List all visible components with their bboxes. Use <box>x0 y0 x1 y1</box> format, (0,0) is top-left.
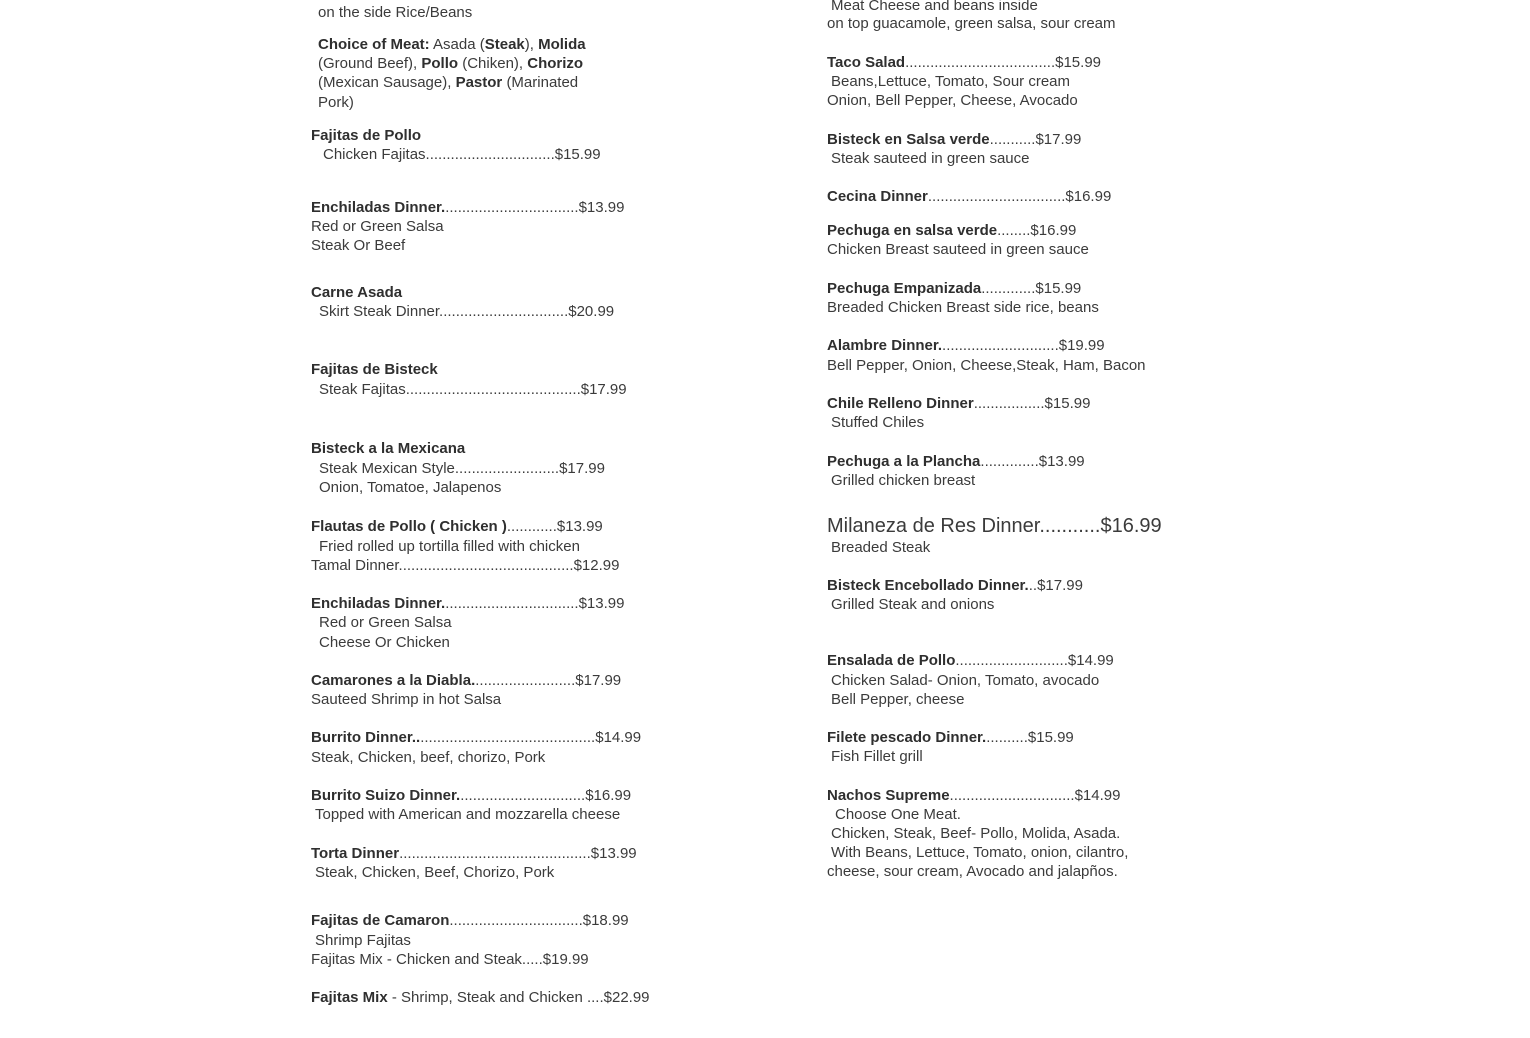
molida-text: Molida <box>538 36 586 53</box>
pechuga-empanizada-title: Pechuga Empanizada.............$15.99 <box>827 280 1082 297</box>
enchiladas-2-title: Enchiladas Dinner.................................$13.99 <box>311 595 625 612</box>
enchiladas-1-desc-1: Red or Green Salsa <box>311 218 444 235</box>
ensalada-pollo-desc-1: Chicken Salad- Onion, Tomato, avocado <box>831 672 1100 689</box>
flautas-desc: Fried rolled up tortilla filled with chicken <box>319 538 580 555</box>
pollo-desc: (Chiken), <box>462 55 524 72</box>
fajitas-pollo-line: Chicken Fajitas...............................$15.99 <box>323 146 601 163</box>
cecina-title: Cecina Dinner.................................$16.99 <box>827 188 1112 205</box>
pastor-text: Pastor <box>455 74 503 91</box>
top-desc-2: on top guacamole, green salsa, sour cream <box>827 15 1116 32</box>
torta-desc: Steak, Chicken, Beef, Chorizo, Pork <box>315 864 555 881</box>
milaneza-desc: Breaded Steak <box>831 539 931 556</box>
burrito-desc: Steak, Chicken, beef, chorizo, Pork <box>311 749 546 766</box>
meat-choice-line-2 <box>318 54 583 73</box>
fajitas-pollo-title: Fajitas de Pollo <box>311 127 422 144</box>
burrito-title: Burrito Dinner............................................$14.99 <box>311 729 642 746</box>
chile-relleno-desc: Stuffed Chiles <box>831 414 925 431</box>
meat-choice-line-1 <box>318 35 586 54</box>
bisteck-encebollado-desc: Grilled Steak and onions <box>831 596 995 613</box>
ensalada-pollo-desc-2: Bell Pepper, cheese <box>831 691 965 708</box>
chorizo-desc: (Mexican Sausage), <box>318 74 452 91</box>
milaneza-title: Milaneza de Res Dinner...........$16.99 <box>827 515 1162 537</box>
pechuga-plancha-desc: Grilled chicken breast <box>831 472 976 489</box>
enchiladas-2-desc-2: Cheese Or Chicken <box>319 634 450 651</box>
pechuga-plancha-title: Pechuga a la Plancha..............$13.99 <box>827 453 1085 470</box>
bisteck-encebollado-title: Bisteck Encebollado Dinner...$17.99 <box>827 577 1083 594</box>
asada-close: ), <box>524 36 534 53</box>
enchiladas-1-desc-2: Steak Or Beef <box>311 237 406 254</box>
nachos-desc-2: Chicken, Steak, Beef- Pollo, Molida, Asada. <box>831 825 1121 842</box>
alambre-title: Alambre Dinner.............................$19.99 <box>827 337 1105 354</box>
carne-asada-title: Carne Asada <box>311 284 403 301</box>
bisteck-mexicana-desc: Onion, Tomatoe, Jalapenos <box>319 479 502 496</box>
pollo-text: Pollo <box>421 55 459 72</box>
torta-title: Torta Dinner..............................................$13.99 <box>311 845 637 862</box>
pechuga-empanizada-desc: Breaded Chicken Breast side rice, beans <box>827 299 1099 316</box>
fajitas-camaron-desc: Shrimp Fajitas <box>315 932 411 949</box>
fajitas-bisteck-title: Fajitas de Bisteck <box>311 361 438 378</box>
enchiladas-2-desc-1: Red or Green Salsa <box>319 614 452 631</box>
side-note: on the side Rice/Beans <box>318 4 473 21</box>
nachos-title: Nachos Supreme..............................$14.99 <box>827 787 1121 804</box>
bisteck-salsa-verde-title: Bisteck en Salsa verde...........$17.99 <box>827 131 1082 148</box>
fajitas-mix-title: Fajitas Mix - Shrimp, Steak and Chicken ....$22.99 <box>311 989 650 1006</box>
meat-choice-line-4: Pork) <box>318 94 354 111</box>
top-desc-1: Meat Cheese and beans inside <box>831 0 1038 14</box>
filete-pescado-desc: Fish Fillet grill <box>831 748 923 765</box>
carne-asada-line: Skirt Steak Dinner...............................$20.99 <box>319 303 615 320</box>
chile-relleno-title: Chile Relleno Dinner.................$15.99 <box>827 395 1091 412</box>
burrito-suizo-title: Burrito Suizo Dinner...............................$16.99 <box>311 787 632 804</box>
fajitas-camaron-title: Fajitas de Camaron................................$18.99 <box>311 912 629 929</box>
camarones-desc: Sauteed Shrimp in hot Salsa <box>311 691 502 708</box>
alambre-desc: Bell Pepper, Onion, Cheese,Steak, Ham, Bacon <box>827 357 1146 374</box>
tamal-line: Tamal Dinner..........................................$12.99 <box>311 557 620 574</box>
meat-choice-label: Choice of Meat: <box>318 36 430 53</box>
bisteck-mexicana-title: Bisteck a la Mexicana <box>311 440 466 457</box>
nachos-desc-4: cheese, sour cream, Avocado and jalapños. <box>827 863 1118 880</box>
pechuga-salsa-verde-title: Pechuga en salsa verde........$16.99 <box>827 222 1077 239</box>
nachos-desc-3: With Beans, Lettuce, Tomato, onion, cilantro, <box>831 844 1129 861</box>
filete-pescado-title: Filete pescado Dinner...........$15.99 <box>827 729 1074 746</box>
taco-salad-desc-1: Beans,Lettuce, Tomato, Sour cream <box>831 73 1071 90</box>
camarones-title: Camarones a la Diabla.........................$17.99 <box>311 672 622 689</box>
enchiladas-1-title: Enchiladas Dinner.................................$13.99 <box>311 199 625 216</box>
nachos-desc-1: Choose One Meat. <box>835 806 961 823</box>
flautas-title: Flautas de Pollo ( Chicken )............$13.99 <box>311 518 603 535</box>
fajitas-bisteck-line: Steak Fajitas..........................................$17.99 <box>319 381 627 398</box>
molida-desc: (Ground Beef), <box>318 55 418 72</box>
asada-text: Asada ( <box>433 36 485 53</box>
ensalada-pollo-title: Ensalada de Pollo...........................$14.99 <box>827 652 1114 669</box>
burrito-suizo-desc: Topped with American and mozzarella cheese <box>315 806 621 823</box>
pastor-desc: (Marinated <box>506 74 579 91</box>
chorizo-text: Chorizo <box>527 55 584 72</box>
fajitas-mix-chicken-steak: Fajitas Mix - Chicken and Steak.....$19.99 <box>311 951 589 968</box>
bisteck-salsa-verde-desc: Steak sauteed in green sauce <box>831 150 1030 167</box>
pechuga-salsa-verde-desc: Chicken Breast sauteed in green sauce <box>827 241 1089 258</box>
steak-text: Steak <box>484 36 525 53</box>
meat-choice-line-3 <box>318 73 578 92</box>
taco-salad-title: Taco Salad....................................$15.99 <box>827 54 1102 71</box>
taco-salad-desc-2: Onion, Bell Pepper, Cheese, Avocado <box>827 92 1078 109</box>
bisteck-mexicana-line: Steak Mexican Style.........................$17.99 <box>319 460 605 477</box>
